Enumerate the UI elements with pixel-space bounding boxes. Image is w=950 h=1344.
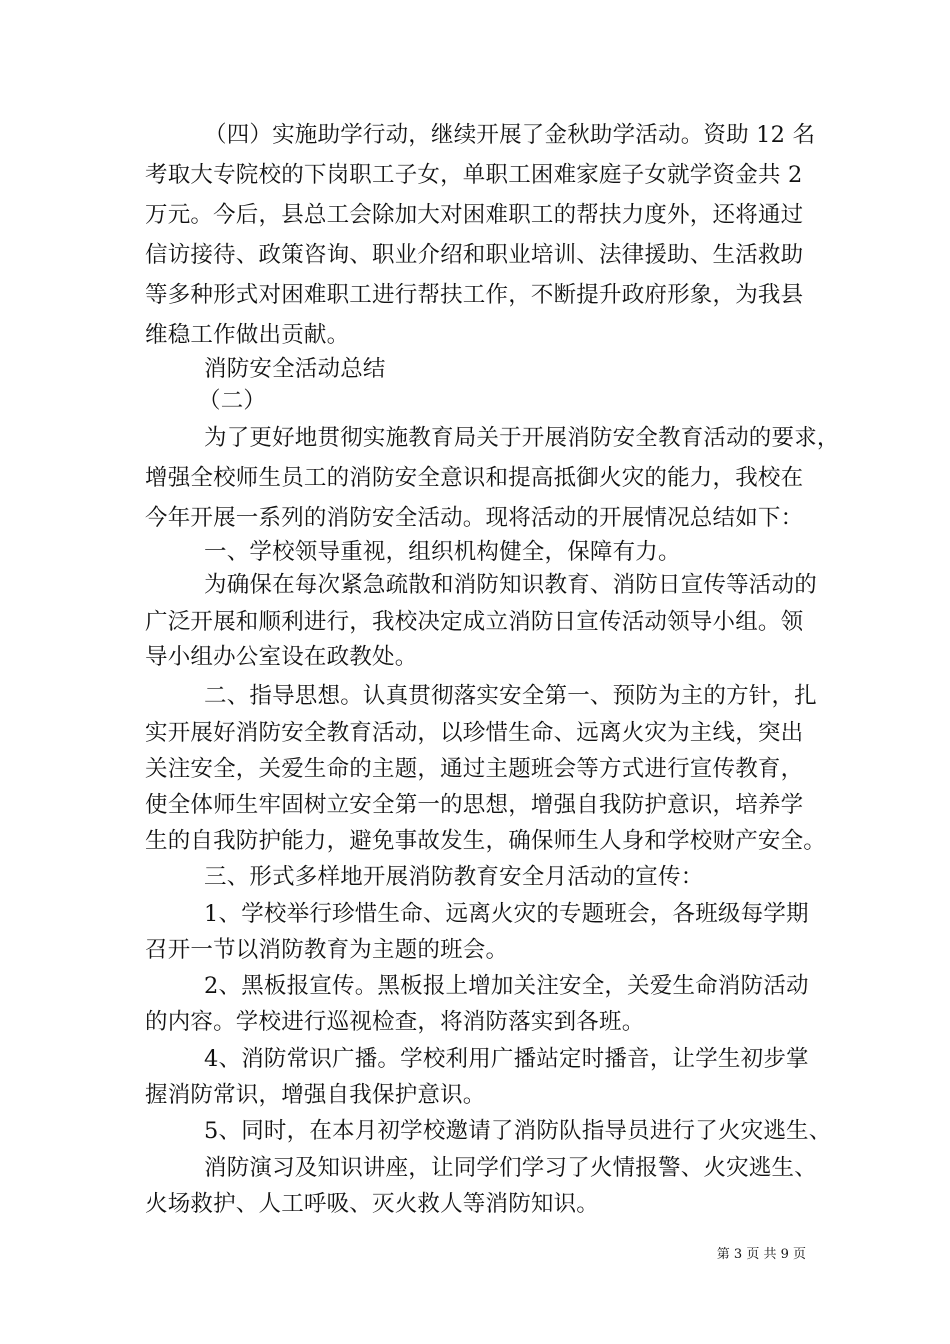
paragraph-line: 2、黑板报宣传。黑板报上增加关注安全，关爱生命消防活动	[204, 973, 809, 999]
paragraph-line: 的内容。学校进行巡视检查，将消防落实到各班。	[145, 1009, 645, 1035]
paragraph-line: 召开一节以消防教育为主题的班会。	[145, 937, 509, 963]
section-subtitle: （二）	[198, 388, 267, 414]
paragraph-line: 信访接待、政策咨询、职业介绍和职业培训、法律援助、生活救助	[145, 242, 804, 268]
paragraph-line: 增强全校师生员工的消防安全意识和提高抵御火灾的能力，我校在	[145, 465, 804, 491]
paragraph-line: 考取大专院校的下岗职工子女，单职工困难家庭子女就学资金共 2	[145, 162, 803, 188]
paragraph-line: 广泛开展和顺利进行，我校决定成立消防日宣传活动领导小组。领	[145, 609, 804, 635]
paragraph-line: 为了更好地贯彻实施教育局关于开展消防安全教育活动的要求，	[204, 425, 840, 451]
paragraph-line: 二、指导思想。认真贯彻落实安全第一、预防为主的方针，扎	[204, 683, 817, 709]
paragraph-line: 握消防常识，增强自我保护意识。	[145, 1082, 486, 1108]
paragraph-line: 1、学校举行珍惜生命、远离火灾的专题班会，各班级每学期	[204, 901, 809, 927]
paragraph-line: 一、学校领导重视，组织机构健全，保障有力。	[204, 539, 681, 565]
paragraph-line: 使全体师生牢固树立安全第一的思想，增强自我防护意识，培养学	[145, 792, 804, 818]
paragraph-line: 5、同时，在本月初学校邀请了消防队指导员进行了火灾逃生、	[204, 1118, 832, 1144]
paragraph-line: 等多种形式对困难职工进行帮扶工作，不断提升政府形象，为我县	[145, 282, 804, 308]
paragraph-line: 今年开展一系列的消防安全活动。现将活动的开展情况总结如下：	[145, 505, 804, 531]
paragraph-line: 维稳工作做出贡献。	[145, 322, 350, 348]
page-number: 第 3 页 共 9 页	[716, 1247, 806, 1262]
paragraph-line: 三、形式多样地开展消防教育安全月活动的宣传：	[204, 864, 704, 890]
paragraph-line: 火场救护、人工呼吸、灭火救人等消防知识。	[145, 1191, 600, 1217]
paragraph-line: 为确保在每次紧急疏散和消防知识教育、消防日宣传等活动的	[204, 572, 817, 598]
paragraph-line: 4、消防常识广播。学校利用广播站定时播音，让学生初步掌	[204, 1046, 809, 1072]
paragraph-line: 生的自我防护能力，避免事故发生，确保师生人身和学校财产安全。	[145, 828, 827, 854]
paragraph-line: 万元。今后，县总工会除加大对困难职工的帮扶力度外，还将通过	[145, 202, 804, 228]
paragraph-line: 消防演习及知识讲座，让同学们学习了火情报警、火灾逃生、	[204, 1155, 817, 1181]
paragraph-line: 导小组办公室设在政教处。	[145, 644, 418, 670]
section-title: 消防安全活动总结	[204, 356, 386, 382]
paragraph-line: （四）实施助学行动，继续开展了金秋助学活动。资助 12 名	[204, 122, 816, 148]
paragraph-line: 实开展好消防安全教育活动，以珍惜生命、远离火灾为主线，突出	[145, 720, 804, 746]
paragraph-line: 关注安全，关爱生命的主题，通过主题班会等方式进行宣传教育，	[145, 756, 804, 782]
